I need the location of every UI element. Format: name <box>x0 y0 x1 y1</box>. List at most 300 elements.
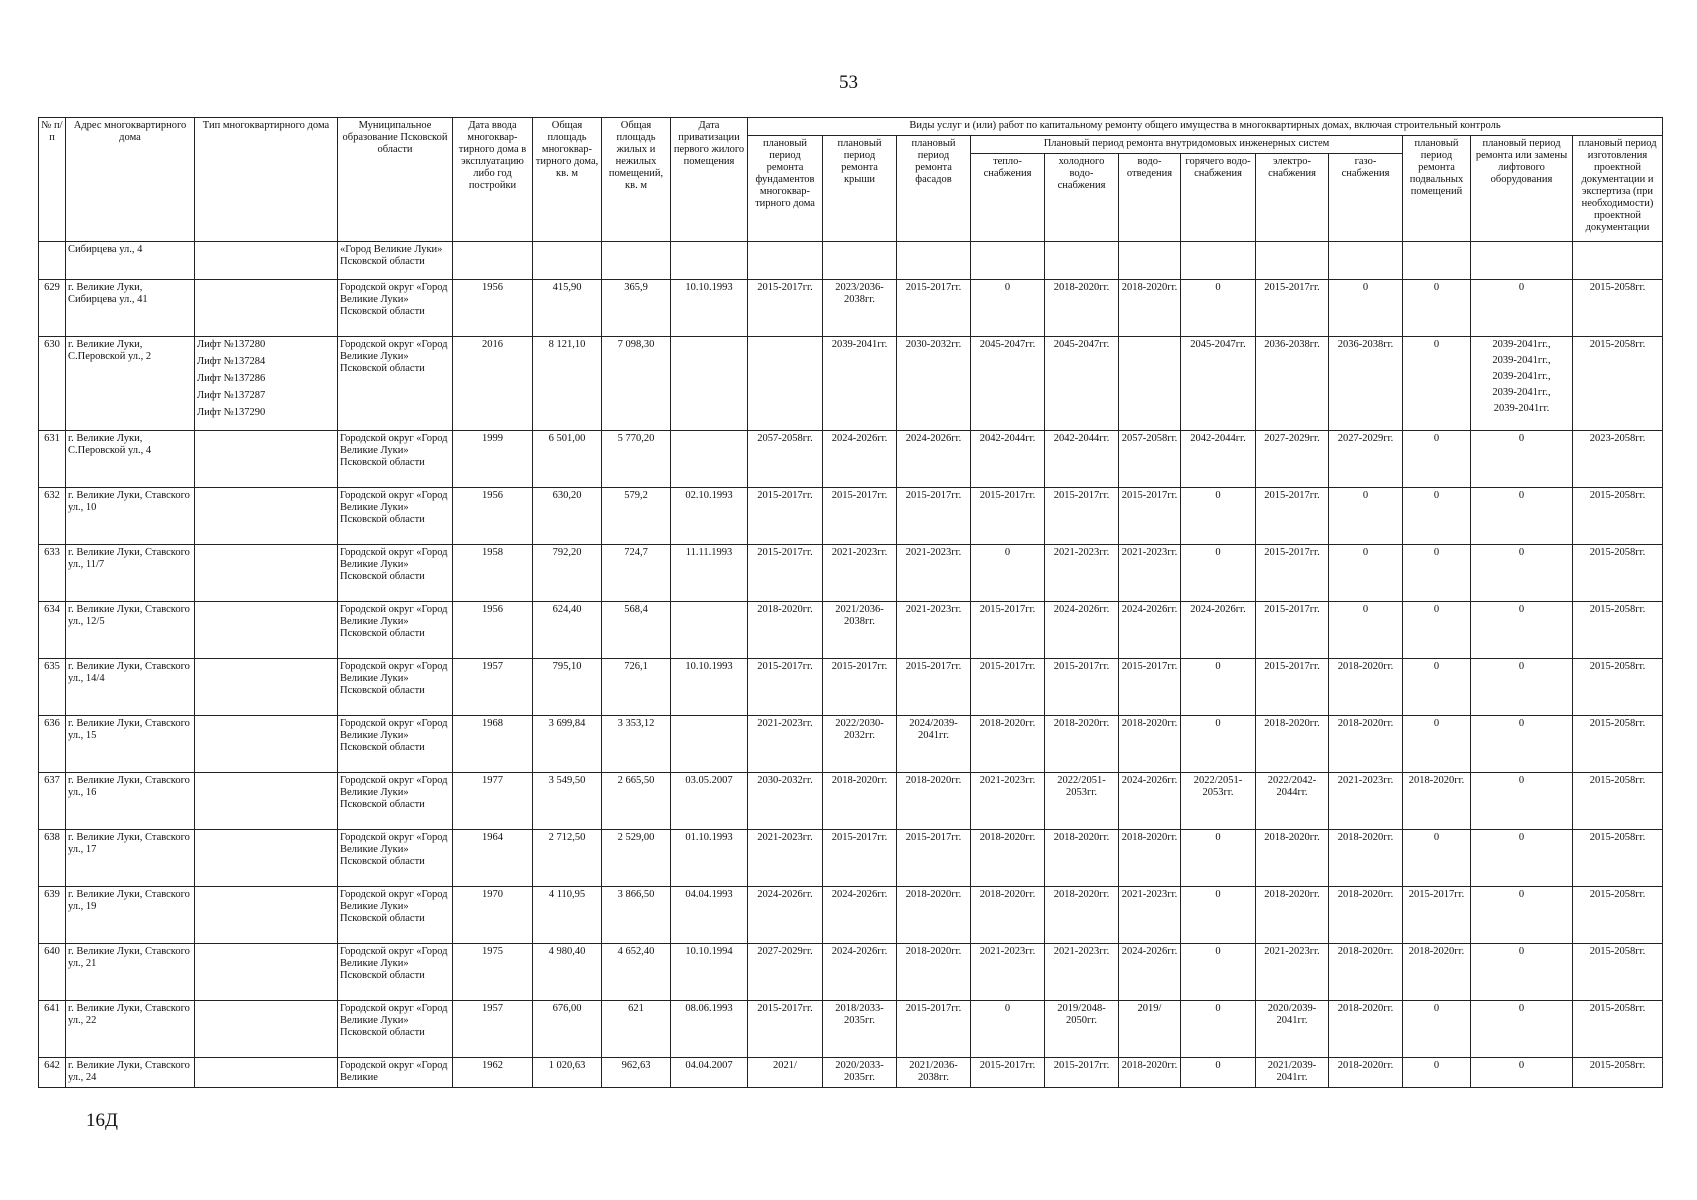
header-type: Тип многоквартирного дома <box>195 118 338 242</box>
row-num: 632 <box>39 488 66 545</box>
header-hot-water: горячего водо-снабжения <box>1181 154 1256 242</box>
row-design: 2015-2058гг. <box>1573 337 1663 431</box>
row-privatization <box>671 602 748 659</box>
row-privatization: 02.10.1993 <box>671 488 748 545</box>
row-roof: 2021/2036-2038гг. <box>823 602 897 659</box>
row-hot-water: 0 <box>1181 659 1256 716</box>
row-address: г. Великие Луки, Ставского ул., 10 <box>66 488 195 545</box>
row-basement: 0 <box>1403 1058 1471 1088</box>
header-year: Дата ввода многоквар-тирного дома в эксплуатацию либо год постройки <box>453 118 533 242</box>
row-electric: 2022/2042-2044гг. <box>1256 773 1329 830</box>
row-design: 2015-2058гг. <box>1573 488 1663 545</box>
row-basement: 0 <box>1403 716 1471 773</box>
row-basement: 0 <box>1403 488 1471 545</box>
row-year: 1956 <box>453 280 533 337</box>
row-design: 2015-2058гг. <box>1573 716 1663 773</box>
header-address: Адрес многоквартирного дома <box>66 118 195 242</box>
row-cold-water: 2015-2017гг. <box>1045 659 1119 716</box>
table-row <box>39 545 1663 602</box>
row-heat: 2042-2044гг. <box>971 431 1045 488</box>
row-municipality: Городской округ «Город Великие Луки» Псковской области <box>338 944 453 1001</box>
row-electric: 2018-2020гг. <box>1256 716 1329 773</box>
row-gas <box>1329 242 1403 280</box>
row-living-area: 2 529,00 <box>602 830 671 887</box>
row-total-area: 1 020,63 <box>533 1058 602 1088</box>
row-privatization: 04.04.2007 <box>671 1058 748 1088</box>
row-foundation: 2027-2029гг. <box>748 944 823 1001</box>
row-gas: 0 <box>1329 545 1403 602</box>
header-cold-water: холодного водо-снабжения <box>1045 154 1119 242</box>
row-sewer: 2015-2017гг. <box>1119 488 1181 545</box>
row-cold-water: 2024-2026гг. <box>1045 602 1119 659</box>
row-sewer: 2015-2017гг. <box>1119 659 1181 716</box>
row-foundation: 2015-2017гг. <box>748 1001 823 1058</box>
row-facade: 2018-2020гг. <box>897 887 971 944</box>
header-design: плановый период изготовления проектной документации и экспертиза (при необходимости) проектной документации <box>1573 136 1663 242</box>
row-privatization: 11.11.1993 <box>671 545 748 602</box>
row-foundation: 2021/ <box>748 1058 823 1088</box>
row-facade: 2018-2020гг. <box>897 944 971 1001</box>
row-type <box>195 659 338 716</box>
row-foundation <box>748 242 823 280</box>
row-cold-water: 2018-2020гг. <box>1045 280 1119 337</box>
row-electric: 2018-2020гг. <box>1256 887 1329 944</box>
row-roof: 2022/2030-2032гг. <box>823 716 897 773</box>
row-roof: 2021-2023гг. <box>823 545 897 602</box>
elevator-id: Лифт №137284 <box>197 356 266 368</box>
row-type <box>195 602 338 659</box>
row-sewer: 2018-2020гг. <box>1119 716 1181 773</box>
header-facade: плановый период ремонта фасадов <box>897 136 971 242</box>
row-electric: 2015-2017гг. <box>1256 659 1329 716</box>
row-gas: 2027-2029гг. <box>1329 431 1403 488</box>
row-num: 634 <box>39 602 66 659</box>
row-sewer: 2019/ <box>1119 1001 1181 1058</box>
row-basement: 0 <box>1403 280 1471 337</box>
row-basement: 0 <box>1403 337 1471 431</box>
row-privatization: 08.06.1993 <box>671 1001 748 1058</box>
row-gas: 2036-2038гг. <box>1329 337 1403 431</box>
table-row <box>39 887 1663 944</box>
row-municipality: Городской округ «Город Великие Луки» Псковской области <box>338 659 453 716</box>
row-design: 2023-2058гг. <box>1573 431 1663 488</box>
row-facade: 2021-2023гг. <box>897 545 971 602</box>
row-living-area: 724,7 <box>602 545 671 602</box>
header-roof: плановый период ремонта крыши <box>823 136 897 242</box>
row-hot-water: 2042-2044гг. <box>1181 431 1256 488</box>
row-municipality: Городской округ «Город Великие Луки» Псковской области <box>338 1001 453 1058</box>
table-row <box>39 1001 1663 1058</box>
row-gas: 2018-2020гг. <box>1329 1001 1403 1058</box>
row-living-area <box>602 242 671 280</box>
row-heat: 2021-2023гг. <box>971 944 1045 1001</box>
row-electric: 2015-2017гг. <box>1256 545 1329 602</box>
row-living-area: 621 <box>602 1001 671 1058</box>
row-heat: 2045-2047гг. <box>971 337 1045 431</box>
row-privatization: 10.10.1993 <box>671 280 748 337</box>
row-sewer: 2024-2026гг. <box>1119 944 1181 1001</box>
row-cold-water <box>1045 242 1119 280</box>
header-privatization: Дата приватизации первого жилого помещения <box>671 118 748 242</box>
row-gas: 2018-2020гг. <box>1329 716 1403 773</box>
row-roof: 2020/2033-2035гг. <box>823 1058 897 1088</box>
header-electric: электро-снабжения <box>1256 154 1329 242</box>
row-municipality: Городской округ «Город Великие Луки» Псковской области <box>338 545 453 602</box>
row-num: 638 <box>39 830 66 887</box>
row-elevator <box>1471 280 1573 337</box>
row-total-area: 3 699,84 <box>533 716 602 773</box>
row-num: 640 <box>39 944 66 1001</box>
row-num: 631 <box>39 431 66 488</box>
row-type <box>195 488 338 545</box>
row-foundation: 2015-2017гг. <box>748 488 823 545</box>
row-type <box>195 1001 338 1058</box>
row-heat: 2015-2017гг. <box>971 659 1045 716</box>
table-row <box>39 242 1663 280</box>
row-municipality: Городской округ «Город Великие Луки» Псковской области <box>338 488 453 545</box>
table-row <box>39 280 1663 337</box>
row-privatization: 10.10.1993 <box>671 659 748 716</box>
row-total-area <box>533 242 602 280</box>
row-total-area: 630,20 <box>533 488 602 545</box>
row-year: 1956 <box>453 488 533 545</box>
row-heat <box>971 242 1045 280</box>
table-row <box>39 773 1663 830</box>
row-facade: 2018-2020гг. <box>897 773 971 830</box>
row-electric: 2027-2029гг. <box>1256 431 1329 488</box>
row-total-area: 624,40 <box>533 602 602 659</box>
row-type <box>195 280 338 337</box>
row-heat: 2015-2017гг. <box>971 602 1045 659</box>
row-roof: 2018/2033-2035гг. <box>823 1001 897 1058</box>
elevator-period: 0 <box>1518 547 1525 558</box>
header-num: № п/п <box>39 118 66 242</box>
table-row <box>39 830 1663 887</box>
row-basement: 2018-2020гг. <box>1403 944 1471 1001</box>
elevator-id: Лифт №137286 <box>197 373 266 385</box>
row-elevator <box>1471 545 1573 602</box>
row-year: 2016 <box>453 337 533 431</box>
row-num: 641 <box>39 1001 66 1058</box>
header-total-area: Общая площадь многоквар-тирного дома, кв. м <box>533 118 602 242</box>
row-municipality: Городской округ «Город Великие Луки» Псковской области <box>338 431 453 488</box>
row-privatization: 10.10.1994 <box>671 944 748 1001</box>
row-foundation: 2015-2017гг. <box>748 659 823 716</box>
row-foundation: 2015-2017гг. <box>748 280 823 337</box>
row-address: г. Великие Луки, Ставского ул., 12/5 <box>66 602 195 659</box>
row-cold-water: 2015-2017гг. <box>1045 488 1119 545</box>
row-foundation: 2018-2020гг. <box>748 602 823 659</box>
row-living-area: 4 652,40 <box>602 944 671 1001</box>
row-sewer <box>1119 242 1181 280</box>
row-num: 633 <box>39 545 66 602</box>
row-facade: 2024/2039-2041гг. <box>897 716 971 773</box>
row-address: г. Великие Луки, С.Перовской ул., 2 <box>66 337 195 431</box>
row-cold-water: 2021-2023гг. <box>1045 545 1119 602</box>
row-gas: 2018-2020гг. <box>1329 830 1403 887</box>
row-elevator <box>1471 488 1573 545</box>
row-elevator <box>1471 659 1573 716</box>
row-electric: 2036-2038гг. <box>1256 337 1329 431</box>
row-basement: 0 <box>1403 659 1471 716</box>
row-living-area: 2 665,50 <box>602 773 671 830</box>
row-gas: 0 <box>1329 602 1403 659</box>
elevator-period: 0 <box>1518 282 1525 293</box>
row-cold-water: 2018-2020гг. <box>1045 830 1119 887</box>
row-type <box>195 773 338 830</box>
row-address: г. Великие Луки, Ставского ул., 14/4 <box>66 659 195 716</box>
row-heat: 2015-2017гг. <box>971 1058 1045 1088</box>
row-basement: 0 <box>1403 830 1471 887</box>
row-elevator <box>1471 944 1573 1001</box>
row-living-area: 3 866,50 <box>602 887 671 944</box>
elevator-id: Лифт №137290 <box>197 407 266 419</box>
table-row <box>39 1058 1663 1088</box>
row-total-area: 4 110,95 <box>533 887 602 944</box>
row-municipality: Городской округ «Город Великие Луки» Псковской области <box>338 887 453 944</box>
row-facade: 2030-2032гг. <box>897 337 971 431</box>
row-hot-water: 0 <box>1181 887 1256 944</box>
row-address: г. Великие Луки, Ставского ул., 24 <box>66 1058 195 1088</box>
elevator-period: 0 <box>1518 1003 1525 1014</box>
row-foundation: 2057-2058гг. <box>748 431 823 488</box>
elevator-period: 0 <box>1518 1060 1525 1071</box>
row-num: 630 <box>39 337 66 431</box>
row-hot-water: 2045-2047гг. <box>1181 337 1256 431</box>
row-foundation: 2030-2032гг. <box>748 773 823 830</box>
row-year: 1964 <box>453 830 533 887</box>
row-hot-water: 0 <box>1181 545 1256 602</box>
row-num: 639 <box>39 887 66 944</box>
row-basement: 0 <box>1403 1001 1471 1058</box>
row-hot-water: 0 <box>1181 488 1256 545</box>
row-sewer: 2021-2023гг. <box>1119 545 1181 602</box>
header-engineering: Плановый период ремонта внутридомовых инженерных систем <box>971 136 1403 154</box>
elevator-period: 0 <box>1518 718 1525 729</box>
row-gas: 2018-2020гг. <box>1329 1058 1403 1088</box>
row-roof: 2015-2017гг. <box>823 488 897 545</box>
header-elevator: плановый период ремонта или замены лифтового оборудования <box>1471 136 1573 242</box>
row-municipality: «Город Великие Луки» Псковской области <box>338 242 453 280</box>
row-num <box>39 242 66 280</box>
row-foundation: 2024-2026гг. <box>748 887 823 944</box>
row-cold-water: 2045-2047гг. <box>1045 337 1119 431</box>
row-type <box>195 242 338 280</box>
row-privatization <box>671 431 748 488</box>
row-year: 1977 <box>453 773 533 830</box>
row-hot-water: 2024-2026гг. <box>1181 602 1256 659</box>
row-roof: 2039-2041гг. <box>823 337 897 431</box>
row-living-area: 579,2 <box>602 488 671 545</box>
row-basement: 2018-2020гг. <box>1403 773 1471 830</box>
row-sewer: 2018-2020гг. <box>1119 830 1181 887</box>
row-roof: 2015-2017гг. <box>823 830 897 887</box>
row-total-area: 676,00 <box>533 1001 602 1058</box>
row-municipality: Городской округ «Город Великие Луки» Псковской области <box>338 602 453 659</box>
row-year: 1999 <box>453 431 533 488</box>
row-living-area: 7 098,30 <box>602 337 671 431</box>
row-facade <box>897 242 971 280</box>
table-row <box>39 602 1663 659</box>
row-roof: 2024-2026гг. <box>823 887 897 944</box>
row-cold-water: 2018-2020гг. <box>1045 887 1119 944</box>
row-elevator <box>1471 337 1573 431</box>
row-gas: 0 <box>1329 280 1403 337</box>
row-total-area: 4 980,40 <box>533 944 602 1001</box>
row-municipality: Городской округ «Город Великие Луки» Псковской области <box>338 830 453 887</box>
row-heat: 2018-2020гг. <box>971 887 1045 944</box>
row-living-area: 962,63 <box>602 1058 671 1088</box>
row-type <box>195 545 338 602</box>
row-elevator <box>1471 1058 1573 1088</box>
row-gas: 2018-2020гг. <box>1329 944 1403 1001</box>
row-address: г. Великие Луки, Ставского ул., 22 <box>66 1001 195 1058</box>
row-basement: 0 <box>1403 545 1471 602</box>
row-year: 1968 <box>453 716 533 773</box>
row-year: 1970 <box>453 887 533 944</box>
row-address: г. Великие Луки, Ставского ул., 21 <box>66 944 195 1001</box>
row-sewer: 2021-2023гг. <box>1119 887 1181 944</box>
row-elevator <box>1471 602 1573 659</box>
row-gas: 2018-2020гг. <box>1329 887 1403 944</box>
row-type <box>195 944 338 1001</box>
row-electric: 2015-2017гг. <box>1256 280 1329 337</box>
row-electric: 2018-2020гг. <box>1256 830 1329 887</box>
row-type <box>195 431 338 488</box>
row-elevator <box>1471 773 1573 830</box>
header-municipality: Муниципальное образование Псковской области <box>338 118 453 242</box>
elevator-period: 0 <box>1518 832 1525 843</box>
row-basement <box>1403 242 1471 280</box>
table-row <box>39 716 1663 773</box>
row-design: 2015-2058гг. <box>1573 830 1663 887</box>
elevator-period: 0 <box>1518 946 1525 957</box>
row-roof: 2015-2017гг. <box>823 659 897 716</box>
row-total-area: 8 121,10 <box>533 337 602 431</box>
row-sewer <box>1119 337 1181 431</box>
row-total-area: 792,20 <box>533 545 602 602</box>
row-address: Сибирцева ул., 4 <box>66 242 195 280</box>
row-total-area: 415,90 <box>533 280 602 337</box>
row-facade: 2015-2017гг. <box>897 1001 971 1058</box>
row-electric: 2020/2039-2041гг. <box>1256 1001 1329 1058</box>
row-basement: 0 <box>1403 431 1471 488</box>
row-design: 2015-2058гг. <box>1573 659 1663 716</box>
row-type <box>195 887 338 944</box>
row-hot-water: 0 <box>1181 944 1256 1001</box>
row-living-area: 3 353,12 <box>602 716 671 773</box>
row-municipality: Городской округ «Город Великие Луки» Псковской области <box>338 337 453 431</box>
header-row-1 <box>39 118 1663 136</box>
row-elevator <box>1471 830 1573 887</box>
row-design: 2015-2058гг. <box>1573 1001 1663 1058</box>
elevator-period: 2039-2041гг., <box>1492 355 1551 367</box>
elevator-id: Лифт №137287 <box>197 390 266 402</box>
row-total-area: 795,10 <box>533 659 602 716</box>
row-privatization: 04.04.1993 <box>671 887 748 944</box>
row-address: г. Великие Луки, Ставского ул., 11/7 <box>66 545 195 602</box>
header-sewer: водо-отведения <box>1119 154 1181 242</box>
row-foundation: 2021-2023гг. <box>748 830 823 887</box>
row-foundation: 2021-2023гг. <box>748 716 823 773</box>
row-basement: 2015-2017гг. <box>1403 887 1471 944</box>
row-design <box>1573 242 1663 280</box>
row-facade: 2024-2026гг. <box>897 431 971 488</box>
row-design: 2015-2058гг. <box>1573 545 1663 602</box>
row-hot-water: 2022/2051-2053гг. <box>1181 773 1256 830</box>
row-design: 2015-2058гг. <box>1573 944 1663 1001</box>
row-elevator <box>1471 431 1573 488</box>
row-hot-water: 0 <box>1181 830 1256 887</box>
elevator-period: 0 <box>1518 889 1525 900</box>
header-living-area: Общая площадь жилых и нежилых помещений, кв. м <box>602 118 671 242</box>
row-address: г. Великие Луки, Ставского ул., 17 <box>66 830 195 887</box>
row-address: г. Великие Луки, Сибирцева ул., 41 <box>66 280 195 337</box>
table-header <box>39 118 1663 242</box>
document-code: 16Д <box>86 1110 118 1131</box>
elevator-period: 0 <box>1518 661 1525 672</box>
row-design: 2015-2058гг. <box>1573 887 1663 944</box>
row-roof <box>823 242 897 280</box>
row-living-area: 365,9 <box>602 280 671 337</box>
capital-repair-table <box>38 117 1663 1088</box>
row-municipality: Городской округ «Город Великие Луки» Псковской области <box>338 280 453 337</box>
row-num: 636 <box>39 716 66 773</box>
row-basement: 0 <box>1403 602 1471 659</box>
row-type <box>195 716 338 773</box>
table-row <box>39 659 1663 716</box>
table-row <box>39 488 1663 545</box>
row-facade: 2015-2017гг. <box>897 659 971 716</box>
row-heat: 0 <box>971 280 1045 337</box>
elevator-period: 2039-2041гг. <box>1493 403 1550 415</box>
page-number: 53 <box>839 72 858 93</box>
row-year <box>453 242 533 280</box>
row-num: 642 <box>39 1058 66 1088</box>
row-living-area: 5 770,20 <box>602 431 671 488</box>
row-year: 1957 <box>453 659 533 716</box>
row-year: 1962 <box>453 1058 533 1088</box>
row-foundation <box>748 337 823 431</box>
elevator-period: 2039-2041гг., <box>1492 339 1551 350</box>
row-elevator <box>1471 1001 1573 1058</box>
row-heat: 2018-2020гг. <box>971 830 1045 887</box>
row-sewer: 2024-2026гг. <box>1119 602 1181 659</box>
row-municipality: Городской округ «Город Великие Луки» Псковской области <box>338 716 453 773</box>
table-row <box>39 337 1663 431</box>
row-cold-water: 2021-2023гг. <box>1045 944 1119 1001</box>
elevator-period: 2039-2041гг., <box>1492 387 1551 399</box>
row-year: 1958 <box>453 545 533 602</box>
table-row <box>39 944 1663 1001</box>
row-roof: 2023/2036-2038гг. <box>823 280 897 337</box>
row-cold-water: 2022/2051-2053гг. <box>1045 773 1119 830</box>
row-heat: 0 <box>971 1001 1045 1058</box>
row-electric: 2021-2023гг. <box>1256 944 1329 1001</box>
row-elevator <box>1471 887 1573 944</box>
row-municipality: Городской округ «Город Великие Луки» Псковской области <box>338 773 453 830</box>
row-sewer: 2057-2058гг. <box>1119 431 1181 488</box>
row-cold-water: 2018-2020гг. <box>1045 716 1119 773</box>
row-gas: 0 <box>1329 488 1403 545</box>
row-facade: 2015-2017гг. <box>897 280 971 337</box>
row-num: 637 <box>39 773 66 830</box>
row-type <box>195 1058 338 1088</box>
elevator-period: 0 <box>1518 604 1525 615</box>
row-facade: 2015-2017гг. <box>897 488 971 545</box>
row-design: 2015-2058гг. <box>1573 773 1663 830</box>
row-cold-water: 2019/2048-2050гг. <box>1045 1001 1119 1058</box>
